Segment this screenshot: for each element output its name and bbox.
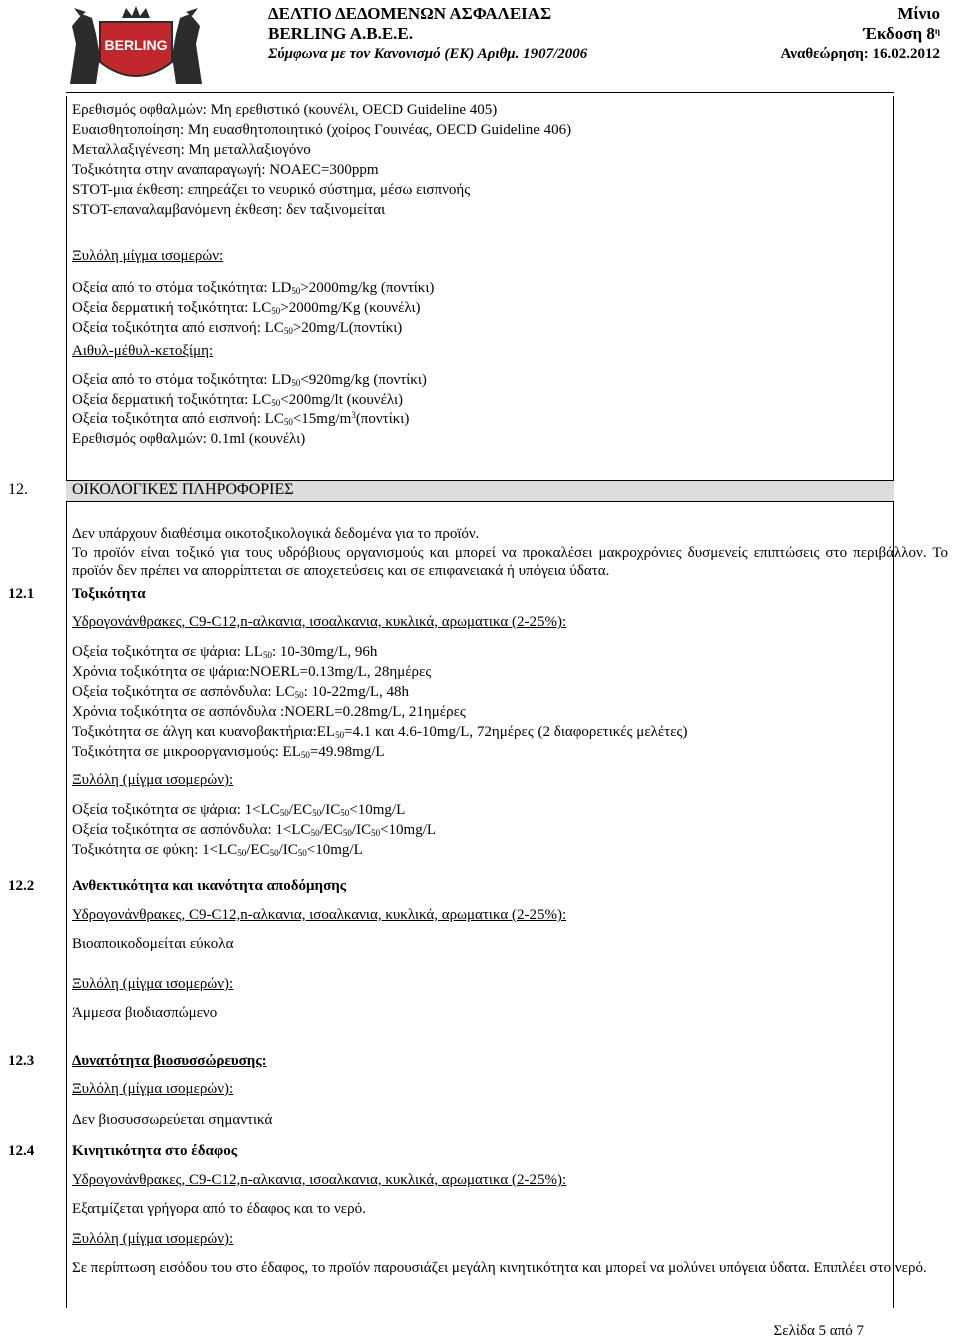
section-12-paragraph: Το προϊόν είναι τοξικό για τους υδρόβιους οργανισμούς και μπορεί να προκαλέσει μακροχρόνιες δυσμενείς επιπτώσεις στο περιβάλλον. Το προϊόν δεν πρέπει να απορρίπτεται σε αποχετεύσεις και σε επιφανειακά ή υπόγεια ύδατα.: [72, 545, 948, 579]
tox-line: Οξεία τοξικότητα σε ασπόνδυλα: $LC_{50}$: 10-22mg/L, 48h: [72, 684, 410, 700]
company-name: BERLING A.B.E.E.: [268, 24, 414, 43]
header-divider: [66, 92, 894, 93]
section-12-4-title: Κινητικότητα στο έδαφος: [72, 1143, 238, 1159]
tox-line: Τοξικότητα σε μικροοργανισμούς: $EL_{50}=49.98mg/L$: [72, 744, 385, 760]
bioaccumulation-text: Δεν βιοσυσσωρεύεται σημαντικά: [72, 1112, 273, 1128]
mek-oral: Οξεία από το στόμα τοξικότητα: $LD_{50}<920mg/kg$ (ποντίκι): [72, 372, 427, 388]
section-12-3-title: Δυνατότητα βιοσυσσώρευσης:: [72, 1053, 267, 1069]
section-12-4-number: 12.4: [8, 1143, 35, 1159]
xylene-mixture-heading: Ξυλόλη (μίγμα ισομερών):: [72, 1081, 234, 1097]
tox-line: Οξεία τοξικότητα σε ψάρια: $1<LC_{50}/EC_{50}/IC_{50}<10mg/L$: [72, 802, 406, 818]
mobility-text: Εξατμίζεται γρήγορα από το έδαφος και το νερό.: [72, 1201, 366, 1217]
xylene-dermal: Οξεία δερματική τοξικότητα: $LC_{50}>2000mg/Kg$ (κουνέλι): [72, 300, 421, 316]
xylene-inhalation: Οξεία τοξικότητα από εισπνοή: $LC_{50}>20mg/L(\pi o\nu\tau ί\kappa\iota)$: [72, 320, 403, 336]
document-title: ΔΕΛΤΙΟ ΔΕΔΟΜΕΝΩΝ ΑΣΦΑΛΕΙΑΣ: [268, 4, 552, 23]
tox-line: Τοξικότητα σε άλγη και $\kappa\upsilon\alpha\nu o\beta\alpha\kappa\tau ή\rho\iota\alpha:EL_{50}=4.1$ και 4.6-10mg/L, 72ημέρες (2 διαφορετικές μελέτες): [72, 724, 688, 740]
xylene-mixture-heading: Ξυλόλη (μίγμα ισομερών):: [72, 1231, 234, 1247]
berling-logo: [66, 4, 206, 92]
hydrocarbon-heading: Υδρογονάνθρακες, C9-C12,n-αλκανια, ισοαλκανια, κυκλικά, αρωματικα (2-25%):: [72, 907, 567, 923]
tox-line: Οξεία τοξικότητα σε ασπόνδυλα: $1<LC_{50}/EC_{50}/IC_{50}<10mg/L$: [72, 822, 437, 838]
tox-line: Χρόνια τοξικότητα σε ασπόνδυλα :NOERL=0.28mg/L, 21ημέρες: [72, 704, 466, 720]
section-12-2-number: 12.2: [8, 878, 35, 894]
text-line: STOT-μια έκθεση: επηρεάζει το νευρικό σύστημα, μέσω εισπνοής: [72, 182, 471, 198]
text-line: Μεταλλαξιγένεση: Μη μεταλλαξιογόνο: [72, 142, 311, 158]
product-name: Μίνιο: [897, 4, 940, 23]
version-label: Έκδοση $8^\eta$: [863, 24, 940, 43]
xylene-mixture-heading: Ξυλόλη (μίγμα ισομερών):: [72, 772, 234, 788]
section-12-title: ΟΙΚΟΛΟΓΙΚΕΣ ΠΛΗΡΟΦΟΡΙΕΣ: [72, 481, 294, 498]
mek-eye-irritation: Ερεθισμός οφθαλμών: 0.1ml (κουνέλι): [72, 431, 306, 447]
section-12-1-number: 12.1: [8, 586, 35, 602]
header-left: [268, 4, 587, 64]
header-right: [781, 4, 940, 64]
section-12-1-title: Τοξικότητα: [72, 586, 146, 602]
text-line: Ερεθισμός οφθαλμών: Μη ερεθιστικό (κουνέλι, OECD Guideline 405): [72, 102, 498, 118]
section-12-intro: Δεν υπάρχουν διαθέσιμα οικοτοξικολογικά δεδομένα για το προϊόν.: [72, 526, 480, 542]
section-12-number: 12.: [8, 481, 28, 498]
biodegradation-text: Άμμεσα βιοδιασπώμενο: [72, 1005, 218, 1021]
text-line: Τοξικότητα στην αναπαραγωγή: NOAEC=300ppm: [72, 162, 379, 178]
revision-date: Αναθεώρηση: 16.02.2012: [780, 46, 940, 62]
section-12-2-title: Ανθεκτικότητα και ικανότητα αποδόμησης: [72, 878, 347, 894]
hydrocarbon-heading: Υδρογονάνθρακες, C9-C12,n-αλκανια, ισοαλκανια, κυκλικά, αρωματικα (2-25%):: [72, 1172, 567, 1188]
section-12-3-number: 12.3: [8, 1053, 35, 1069]
xylene-oral: Οξεία από το στόμα τοξικότητα: $LD_{50}>2000mg/kg$ (ποντίκι): [72, 280, 435, 296]
regulation-reference: Σύμφωνα με τον Κανονισμό (ΕΚ) Αριθμ. 1907/2006: [268, 46, 588, 62]
mobility-paragraph: Σε περίπτωση εισόδου του στο έδαφος, το προϊόν παρουσιάζει μεγάλη κινητικότητα και μπορεί να μολύνει υπόγεια ύδατα. Επιπλέει στο νερό.: [72, 1260, 927, 1276]
biodegradation-text: Βιοαποικοδομείται εύκολα: [72, 936, 234, 952]
tox-line: Οξεία τοξικότητα σε ψάρια: $LL_{50}$: 10-30mg/L, 96h: [72, 644, 378, 660]
text-line: Ευαισθητοποίηση: Μη ευασθητοποιητικό (χοίρος Γουινέας, OECD Guideline 406): [72, 122, 572, 138]
xylene-mixture-heading: Ξυλόλη (μίγμα ισομερών):: [72, 976, 234, 992]
xylene-heading: Ξυλόλη μίγμα ισομερών:: [72, 248, 224, 264]
tox-line: Τοξικότητα σε φύκη: $1<LC_{50}/EC_{50}/IC_{50}<10mg/L$: [72, 842, 363, 858]
logo-wordmark: BERLING: [104, 37, 168, 53]
page-number: Σελίδα 5 από 7: [773, 1323, 864, 1339]
mek-heading: Αιθυλ-μέθυλ-κετοξίμη:: [72, 343, 214, 359]
mek-dermal: Οξεία δερματική τοξικότητα: $LC_{50}<200mg/lt$ (κουνέλι): [72, 392, 403, 408]
tox-line: Χρόνια τοξικότητα σε ψάρια:NOERL=0.13mg/L, 28ημέρες: [72, 664, 432, 680]
mek-inhalation: Οξεία τοξικότητα από εισπνοή: $LC_{50}<15mg/m^3(\pi o\nu\tau ί\kappa\iota)$: [72, 410, 410, 427]
text-line: STOT-επαναλαμβανόμενη έκθεση: δεν ταξινομείται: [72, 202, 386, 218]
hydrocarbon-heading: Υδρογονάνθρακες, C9-C12,n-αλκανια, ισοαλκανια, κυκλικά, αρωματικα (2-25%):: [72, 614, 567, 630]
